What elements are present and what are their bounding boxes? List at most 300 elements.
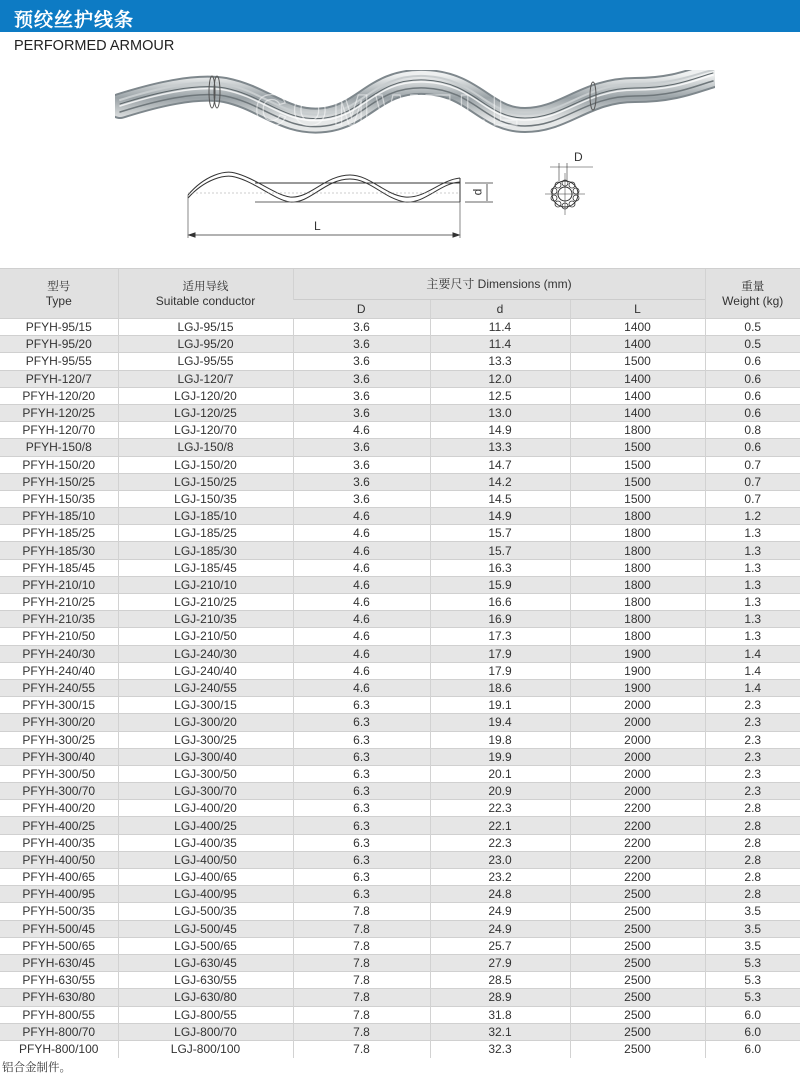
cell-type: PFYH-150/20	[0, 456, 118, 473]
header-dimensions: 主要尺寸 Dimensions (mm)	[293, 269, 705, 300]
cell-dim-d: 19.4	[430, 714, 570, 731]
table-row	[0, 834, 800, 851]
cell-conductor: LGJ-240/55	[118, 679, 293, 696]
table-row	[0, 662, 800, 679]
cell-dim-D: 6.3	[293, 834, 430, 851]
cell-type: PFYH-500/45	[0, 920, 118, 937]
cell-weight: 1.3	[705, 611, 800, 628]
cell-dim-d: 20.9	[430, 783, 570, 800]
cell-weight: 0.6	[705, 370, 800, 387]
table-row	[0, 679, 800, 696]
table-row	[0, 628, 800, 645]
cell-dim-d: 11.4	[430, 336, 570, 353]
table-row	[0, 559, 800, 576]
cell-weight: 5.3	[705, 954, 800, 971]
cell-dim-D: 3.6	[293, 387, 430, 404]
cell-weight: 2.3	[705, 748, 800, 765]
cell-weight: 2.8	[705, 869, 800, 886]
cell-weight: 1.3	[705, 628, 800, 645]
cell-conductor: LGJ-120/70	[118, 422, 293, 439]
cell-weight: 1.4	[705, 662, 800, 679]
cell-type: PFYH-300/70	[0, 783, 118, 800]
cell-weight: 3.5	[705, 937, 800, 954]
cell-dim-D: 7.8	[293, 903, 430, 920]
cell-weight: 0.5	[705, 319, 800, 336]
cell-dim-L: 2500	[570, 954, 705, 971]
cell-conductor: LGJ-150/25	[118, 473, 293, 490]
cell-dim-D: 3.6	[293, 439, 430, 456]
cell-dim-L: 2500	[570, 972, 705, 989]
cell-type: PFYH-300/40	[0, 748, 118, 765]
cell-type: PFYH-240/55	[0, 679, 118, 696]
dimension-label-L: L	[314, 219, 321, 233]
cell-type: PFYH-400/65	[0, 869, 118, 886]
cell-dim-L: 2200	[570, 817, 705, 834]
cell-conductor: LGJ-400/50	[118, 851, 293, 868]
cell-weight: 0.7	[705, 473, 800, 490]
table-row	[0, 645, 800, 662]
cell-type: PFYH-300/15	[0, 697, 118, 714]
cell-dim-d: 31.8	[430, 1006, 570, 1023]
cell-dim-L: 1400	[570, 370, 705, 387]
cell-dim-D: 4.6	[293, 628, 430, 645]
cell-dim-D: 6.3	[293, 851, 430, 868]
cell-type: PFYH-185/25	[0, 525, 118, 542]
cell-dim-d: 14.5	[430, 490, 570, 507]
cell-weight: 2.8	[705, 851, 800, 868]
table-row	[0, 439, 800, 456]
header-weight: 重量 Weight (kg)	[705, 269, 800, 319]
table-row	[0, 336, 800, 353]
footnote: 铝合金制件。	[2, 1060, 71, 1074]
cell-dim-L: 1500	[570, 490, 705, 507]
cell-conductor: LGJ-300/15	[118, 697, 293, 714]
cell-weight: 1.3	[705, 594, 800, 611]
cell-type: PFYH-300/50	[0, 765, 118, 782]
cell-weight: 0.7	[705, 490, 800, 507]
cell-dim-d: 16.9	[430, 611, 570, 628]
cell-conductor: LGJ-120/25	[118, 404, 293, 421]
cell-type: PFYH-210/35	[0, 611, 118, 628]
cell-weight: 1.4	[705, 645, 800, 662]
cell-weight: 6.0	[705, 1006, 800, 1023]
table-row	[0, 387, 800, 404]
cell-conductor: LGJ-400/35	[118, 834, 293, 851]
cell-dim-L: 1500	[570, 456, 705, 473]
table-row	[0, 422, 800, 439]
cell-weight: 2.3	[705, 783, 800, 800]
cell-type: PFYH-95/55	[0, 353, 118, 370]
cell-weight: 1.3	[705, 525, 800, 542]
cell-dim-L: 2200	[570, 800, 705, 817]
cell-conductor: LGJ-210/10	[118, 576, 293, 593]
cell-dim-D: 4.6	[293, 662, 430, 679]
cell-weight: 3.5	[705, 903, 800, 920]
cell-conductor: LGJ-400/20	[118, 800, 293, 817]
cell-dim-D: 7.8	[293, 937, 430, 954]
table-row	[0, 903, 800, 920]
cell-type: PFYH-150/8	[0, 439, 118, 456]
cell-type: PFYH-150/25	[0, 473, 118, 490]
cell-dim-D: 6.3	[293, 714, 430, 731]
cell-conductor: LGJ-300/70	[118, 783, 293, 800]
cell-weight: 0.7	[705, 456, 800, 473]
cell-dim-D: 4.6	[293, 576, 430, 593]
cell-weight: 1.4	[705, 679, 800, 696]
cell-type: PFYH-800/55	[0, 1006, 118, 1023]
cell-dim-D: 4.6	[293, 525, 430, 542]
cell-type: PFYH-800/100	[0, 1040, 118, 1057]
cell-weight: 2.3	[705, 731, 800, 748]
cell-dim-L: 2000	[570, 783, 705, 800]
cell-dim-D: 7.8	[293, 972, 430, 989]
cell-dim-D: 4.6	[293, 422, 430, 439]
table-row	[0, 456, 800, 473]
cell-dim-D: 6.3	[293, 765, 430, 782]
cell-type: PFYH-400/95	[0, 886, 118, 903]
header-conductor: 适用导线 Suitable conductor	[118, 269, 293, 319]
cell-conductor: LGJ-300/50	[118, 765, 293, 782]
cell-dim-L: 1900	[570, 645, 705, 662]
cell-dim-D: 6.3	[293, 783, 430, 800]
cell-dim-D: 3.6	[293, 473, 430, 490]
cell-dim-L: 1900	[570, 662, 705, 679]
cell-dim-L: 1800	[570, 594, 705, 611]
product-photo	[115, 70, 715, 140]
cell-type: PFYH-95/15	[0, 319, 118, 336]
cell-dim-d: 13.3	[430, 439, 570, 456]
table-row	[0, 319, 800, 336]
cell-dim-D: 3.6	[293, 404, 430, 421]
cell-conductor: LGJ-95/20	[118, 336, 293, 353]
cell-type: PFYH-120/70	[0, 422, 118, 439]
page-title: 预绞丝护线条	[14, 9, 135, 31]
cell-dim-D: 4.6	[293, 594, 430, 611]
cell-dim-L: 1800	[570, 542, 705, 559]
cell-weight: 2.8	[705, 800, 800, 817]
cell-dim-d: 24.9	[430, 903, 570, 920]
cell-dim-d: 32.1	[430, 1023, 570, 1040]
cell-dim-L: 2000	[570, 731, 705, 748]
cell-dim-D: 6.3	[293, 869, 430, 886]
cell-dim-L: 1800	[570, 628, 705, 645]
cell-dim-d: 22.3	[430, 800, 570, 817]
cell-dim-L: 2500	[570, 903, 705, 920]
cell-conductor: LGJ-240/30	[118, 645, 293, 662]
cell-dim-d: 25.7	[430, 937, 570, 954]
header-d: d	[430, 300, 570, 319]
technical-drawing	[175, 145, 615, 245]
cell-dim-d: 19.1	[430, 697, 570, 714]
cell-dim-d: 27.9	[430, 954, 570, 971]
cell-type: PFYH-185/30	[0, 542, 118, 559]
cell-dim-d: 14.2	[430, 473, 570, 490]
cell-dim-d: 23.2	[430, 869, 570, 886]
cell-dim-L: 1500	[570, 439, 705, 456]
cell-dim-L: 2500	[570, 1040, 705, 1057]
cell-conductor: LGJ-210/25	[118, 594, 293, 611]
cell-conductor: LGJ-400/25	[118, 817, 293, 834]
cell-dim-d: 18.6	[430, 679, 570, 696]
cell-dim-d: 14.9	[430, 508, 570, 525]
table-row	[0, 714, 800, 731]
cell-weight: 6.0	[705, 1023, 800, 1040]
table-row	[0, 473, 800, 490]
cell-conductor: LGJ-185/25	[118, 525, 293, 542]
cell-type: PFYH-120/25	[0, 404, 118, 421]
cell-dim-d: 15.7	[430, 525, 570, 542]
header-type: 型号 Type	[0, 269, 118, 319]
cell-dim-L: 1800	[570, 576, 705, 593]
cell-dim-d: 12.5	[430, 387, 570, 404]
cell-dim-d: 14.7	[430, 456, 570, 473]
cell-type: PFYH-630/45	[0, 954, 118, 971]
cell-conductor: LGJ-150/35	[118, 490, 293, 507]
table-row	[0, 748, 800, 765]
cell-dim-D: 6.3	[293, 731, 430, 748]
cell-type: PFYH-800/70	[0, 1023, 118, 1040]
cell-dim-D: 3.6	[293, 490, 430, 507]
cell-dim-D: 3.6	[293, 456, 430, 473]
cell-type: PFYH-630/80	[0, 989, 118, 1006]
table-row	[0, 920, 800, 937]
cell-conductor: LGJ-800/70	[118, 1023, 293, 1040]
cell-dim-d: 23.0	[430, 851, 570, 868]
cell-type: PFYH-300/25	[0, 731, 118, 748]
table-row	[0, 972, 800, 989]
cell-dim-L: 2200	[570, 834, 705, 851]
cell-dim-D: 6.3	[293, 886, 430, 903]
cell-dim-d: 19.9	[430, 748, 570, 765]
cell-dim-d: 12.0	[430, 370, 570, 387]
cell-type: PFYH-630/55	[0, 972, 118, 989]
cell-conductor: LGJ-630/45	[118, 954, 293, 971]
cell-weight: 2.3	[705, 765, 800, 782]
cell-dim-L: 1400	[570, 319, 705, 336]
table-row	[0, 817, 800, 834]
cell-dim-L: 1800	[570, 422, 705, 439]
cell-dim-d: 24.9	[430, 920, 570, 937]
cell-dim-L: 1400	[570, 404, 705, 421]
table-row	[0, 490, 800, 507]
cell-type: PFYH-95/20	[0, 336, 118, 353]
cell-dim-d: 17.3	[430, 628, 570, 645]
table-row	[0, 353, 800, 370]
cell-type: PFYH-240/30	[0, 645, 118, 662]
cell-weight: 2.8	[705, 834, 800, 851]
cell-dim-D: 7.8	[293, 920, 430, 937]
cell-conductor: LGJ-800/100	[118, 1040, 293, 1057]
table-row	[0, 525, 800, 542]
cell-type: PFYH-210/10	[0, 576, 118, 593]
cell-dim-d: 20.1	[430, 765, 570, 782]
cell-conductor: LGJ-500/45	[118, 920, 293, 937]
table-row	[0, 697, 800, 714]
cell-dim-L: 1800	[570, 611, 705, 628]
cell-dim-d: 28.9	[430, 989, 570, 1006]
cell-dim-D: 6.3	[293, 697, 430, 714]
cell-dim-d: 15.9	[430, 576, 570, 593]
cell-weight: 2.3	[705, 714, 800, 731]
cell-dim-d: 19.8	[430, 731, 570, 748]
cell-dim-d: 13.3	[430, 353, 570, 370]
cell-dim-D: 7.8	[293, 1006, 430, 1023]
cell-type: PFYH-185/45	[0, 559, 118, 576]
cell-dim-d: 28.5	[430, 972, 570, 989]
cell-weight: 6.0	[705, 1040, 800, 1057]
cell-dim-L: 1400	[570, 387, 705, 404]
cell-dim-D: 7.8	[293, 1040, 430, 1057]
cell-weight: 1.3	[705, 576, 800, 593]
cell-conductor: LGJ-95/15	[118, 319, 293, 336]
cell-dim-L: 2000	[570, 765, 705, 782]
cell-weight: 5.3	[705, 972, 800, 989]
cell-dim-d: 17.9	[430, 662, 570, 679]
cell-dim-d: 15.7	[430, 542, 570, 559]
table-body	[0, 319, 800, 1058]
cell-conductor: LGJ-500/35	[118, 903, 293, 920]
cell-dim-L: 1500	[570, 473, 705, 490]
cell-weight: 0.8	[705, 422, 800, 439]
table-row	[0, 731, 800, 748]
cell-dim-D: 3.6	[293, 319, 430, 336]
table-row	[0, 869, 800, 886]
table-row	[0, 783, 800, 800]
dimension-label-d: d	[470, 188, 485, 196]
cell-dim-D: 4.6	[293, 611, 430, 628]
cell-conductor: LGJ-120/7	[118, 370, 293, 387]
cell-dim-D: 4.6	[293, 645, 430, 662]
header-L: L	[570, 300, 705, 319]
cell-dim-L: 1500	[570, 353, 705, 370]
cell-conductor: LGJ-185/10	[118, 508, 293, 525]
spec-table	[0, 268, 800, 1058]
table-row	[0, 576, 800, 593]
cell-conductor: LGJ-630/55	[118, 972, 293, 989]
cell-weight: 5.3	[705, 989, 800, 1006]
cell-dim-d: 16.6	[430, 594, 570, 611]
cell-dim-L: 2000	[570, 697, 705, 714]
cell-dim-L: 1900	[570, 679, 705, 696]
cell-dim-d: 17.9	[430, 645, 570, 662]
cell-dim-d: 16.3	[430, 559, 570, 576]
cell-conductor: LGJ-185/45	[118, 559, 293, 576]
table-row	[0, 611, 800, 628]
dimension-label-D: D	[574, 150, 583, 164]
table-row	[0, 594, 800, 611]
cell-conductor: LGJ-120/20	[118, 387, 293, 404]
cell-conductor: LGJ-500/65	[118, 937, 293, 954]
cell-weight: 0.6	[705, 387, 800, 404]
cell-dim-L: 1800	[570, 525, 705, 542]
cell-weight: 1.3	[705, 559, 800, 576]
cell-weight: 2.8	[705, 817, 800, 834]
cell-dim-d: 14.9	[430, 422, 570, 439]
table-row	[0, 800, 800, 817]
cell-weight: 0.6	[705, 439, 800, 456]
cell-type: PFYH-120/7	[0, 370, 118, 387]
cell-dim-L: 1800	[570, 508, 705, 525]
table-row	[0, 851, 800, 868]
cell-dim-D: 3.6	[293, 336, 430, 353]
cell-type: PFYH-185/10	[0, 508, 118, 525]
cell-type: PFYH-210/50	[0, 628, 118, 645]
cell-weight: 2.8	[705, 886, 800, 903]
table-row	[0, 954, 800, 971]
table-row	[0, 1040, 800, 1057]
cell-dim-D: 7.8	[293, 954, 430, 971]
cell-conductor: LGJ-800/55	[118, 1006, 293, 1023]
cell-conductor: LGJ-300/25	[118, 731, 293, 748]
cell-type: PFYH-400/50	[0, 851, 118, 868]
cell-conductor: LGJ-240/40	[118, 662, 293, 679]
cell-dim-d: 13.0	[430, 404, 570, 421]
cell-dim-D: 7.8	[293, 1023, 430, 1040]
cell-dim-d: 32.3	[430, 1040, 570, 1057]
cell-dim-D: 4.6	[293, 679, 430, 696]
page-subtitle: PERFORMED ARMOUR	[14, 38, 175, 54]
cell-dim-L: 2500	[570, 937, 705, 954]
cell-conductor: LGJ-300/20	[118, 714, 293, 731]
cell-type: PFYH-240/40	[0, 662, 118, 679]
cell-conductor: LGJ-210/35	[118, 611, 293, 628]
cell-dim-d: 11.4	[430, 319, 570, 336]
table-row	[0, 765, 800, 782]
cell-conductor: LGJ-95/55	[118, 353, 293, 370]
cell-dim-L: 2000	[570, 714, 705, 731]
cell-dim-L: 2500	[570, 886, 705, 903]
cell-type: PFYH-300/20	[0, 714, 118, 731]
cell-dim-d: 22.1	[430, 817, 570, 834]
cell-conductor: LGJ-210/50	[118, 628, 293, 645]
table-row	[0, 370, 800, 387]
table-row	[0, 508, 800, 525]
cell-conductor: LGJ-400/65	[118, 869, 293, 886]
cell-type: PFYH-210/25	[0, 594, 118, 611]
cell-conductor: LGJ-150/8	[118, 439, 293, 456]
cell-conductor: LGJ-630/80	[118, 989, 293, 1006]
cell-conductor: LGJ-185/30	[118, 542, 293, 559]
cell-dim-L: 2500	[570, 920, 705, 937]
cell-dim-d: 24.8	[430, 886, 570, 903]
table-row	[0, 404, 800, 421]
cell-type: PFYH-500/35	[0, 903, 118, 920]
cell-type: PFYH-500/65	[0, 937, 118, 954]
cell-dim-d: 22.3	[430, 834, 570, 851]
cell-type: PFYH-120/20	[0, 387, 118, 404]
table-row	[0, 1006, 800, 1023]
cell-dim-L: 2500	[570, 1023, 705, 1040]
cell-type: PFYH-400/35	[0, 834, 118, 851]
cell-dim-D: 3.6	[293, 353, 430, 370]
cell-dim-D: 4.6	[293, 508, 430, 525]
cell-type: PFYH-150/35	[0, 490, 118, 507]
cell-type: PFYH-400/20	[0, 800, 118, 817]
table-row	[0, 937, 800, 954]
cell-conductor: LGJ-400/95	[118, 886, 293, 903]
title-bar	[0, 0, 800, 32]
cell-dim-L: 2500	[570, 1006, 705, 1023]
cell-weight: 0.6	[705, 353, 800, 370]
cell-dim-L: 2200	[570, 851, 705, 868]
cell-conductor: LGJ-300/40	[118, 748, 293, 765]
cell-dim-D: 6.3	[293, 817, 430, 834]
svg-text:COMWELL: COMWELL	[255, 86, 525, 135]
cell-weight: 1.2	[705, 508, 800, 525]
cell-dim-D: 4.6	[293, 542, 430, 559]
cell-weight: 1.3	[705, 542, 800, 559]
cell-conductor: LGJ-150/20	[118, 456, 293, 473]
